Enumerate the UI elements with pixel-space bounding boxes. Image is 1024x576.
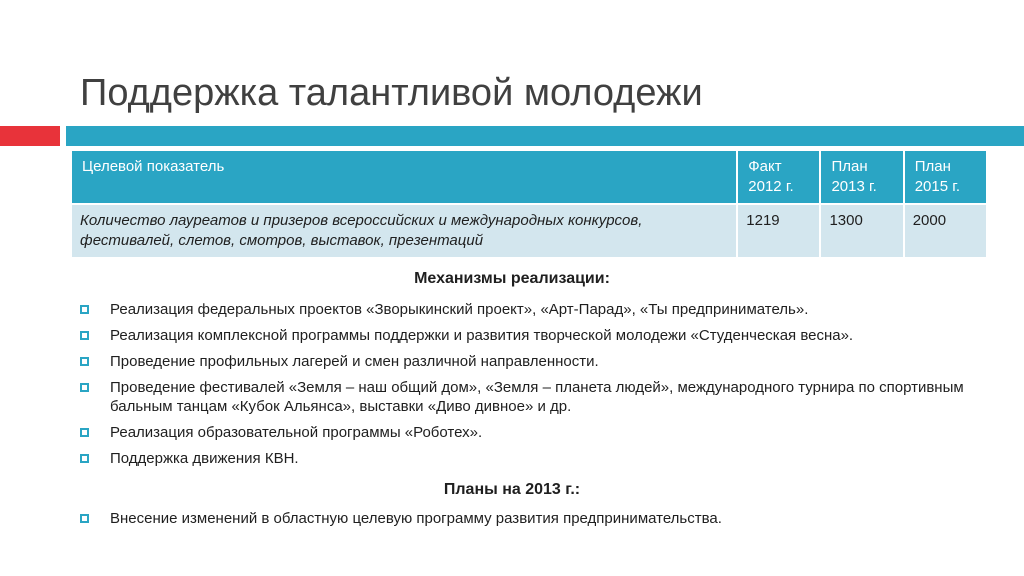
- slide-title: Поддержка талантливой молодежи: [80, 72, 703, 114]
- square-bullet-icon: [80, 454, 89, 463]
- list-item: Проведение фестивалей «Земля – наш общий дом», «Земля – планета людей», международного турнира по спортивным бальным танцам «Кубок Альянса», выставки «Диво дивное» и др.: [80, 378, 990, 416]
- header-indicator: [72, 151, 736, 205]
- cell-plan-2013: 1300: [821, 205, 902, 257]
- plans-heading: Планы на 2013 г.:: [443, 481, 581, 498]
- list-item: Реализация федеральных проектов «Зворыкинский проект», «Арт-Парад», «Ты предприниматель».: [80, 300, 990, 319]
- square-bullet-icon: [80, 357, 89, 366]
- square-bullet-icon: [80, 383, 89, 392]
- list-item: Реализация образовательной программы «Роботех».: [80, 423, 990, 442]
- header-fact-2012: Факт 2012 г.: [738, 151, 819, 205]
- mechanisms-list: [80, 300, 990, 468]
- square-bullet-icon: [80, 305, 89, 314]
- header-plan-2015: План 2015 г.: [905, 151, 986, 205]
- cell-fact-2012: 1219: [738, 205, 819, 257]
- plans-list: [80, 509, 990, 528]
- table-row: [72, 205, 986, 257]
- header-plan-2013: План 2013 г.: [821, 151, 902, 205]
- list-item: Реализация комплексной программы поддержки и развития творческой молодежи «Студенческая весна».: [80, 326, 990, 345]
- list-item: Проведение профильных лагерей и смен различной направленности.: [80, 352, 990, 371]
- header-indicator-label: Целевой показатель: [82, 158, 225, 175]
- cell-plan-2015: 2000: [905, 205, 986, 257]
- cell-indicator: Количество лауреатов и призеров всероссийских и международных конкурсов, фестивалей, слетов, смотров, выставок, презентаций: [72, 205, 736, 257]
- title-rule-blue: [66, 126, 1024, 146]
- square-bullet-icon: [80, 428, 89, 437]
- table-header-row: [72, 151, 986, 205]
- square-bullet-icon: [80, 514, 89, 523]
- title-rule-red: [0, 126, 60, 146]
- mechanisms-heading: Механизмы реализации:: [414, 270, 610, 287]
- indicator-table: [70, 151, 988, 257]
- square-bullet-icon: [80, 331, 89, 340]
- list-item: Поддержка движения КВН.: [80, 449, 990, 468]
- list-item: Внесение изменений в областную целевую программу развития предпринимательства.: [80, 509, 990, 528]
